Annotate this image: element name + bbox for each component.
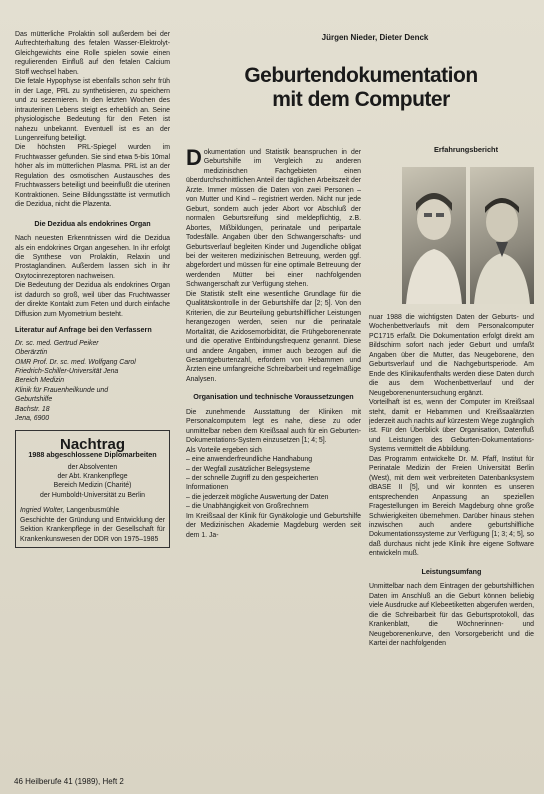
left-column (15, 30, 170, 548)
literature-note: Literatur auf Anfrage bei den Verfassern (15, 325, 152, 335)
thesis-entry (20, 506, 165, 515)
list-item: – die Unabhängigkeit von Großrechnern (186, 503, 309, 511)
paragraph: Die Bedeutung der Dezidua als endokrines Organ ist dadurch so groß, weil über das Fruchtwasser der direkte Kontakt zum Feten und durch einfache Diffusion zum Myometrium besteht. (15, 282, 170, 318)
address-line: Dr. sc. med. Gertrud Peiker (15, 339, 99, 347)
address-line: Jena, 6900 (15, 415, 50, 423)
middle-column (186, 148, 361, 540)
address-line: OMR Prof. Dr. sc. med. Wolfgang Carol (15, 358, 136, 366)
section-heading: Organisation und technische Voraussetzungen (193, 392, 354, 402)
thesis-location: Langenbusmühle (64, 507, 120, 515)
nachtrag-box (15, 430, 170, 549)
address-line: Bereich Medizin (15, 377, 65, 385)
paragraph: Im Kreißsaal der Klinik für Gynäkologie und Geburtshilfe der Medizinischen Akademie Magdeburg werden seit dem 1. Ja- (186, 512, 361, 539)
author-photo-right (470, 167, 534, 304)
nachtrag-line: der Humboldt-Universität zu Berlin (40, 491, 145, 499)
paragraph-text: okumentation und Statistik beanspruchen in der Geburtshilfe im Vergleich zu anderen medizinischen Fachgebieten einen überdurchschnittlichen Anteil der täglichen Arbeitszeit der Ärzte. Immer müssen die Daten von zwei Personen – von Mutter und Kind – registriert werden. Nicht nur jede Geburt, sondern auch jeder Abort vor Abschluß der normalen Geburtsreifung sind meldepflichtig, z.B. Abortes, Mißbildungen, perinatale und peripartale Todesfälle. Angaben über den Schwangerschafts- und Geburtsverlauf begleiten Kinder und Jugendliche obligat bei der weiteren medizinischen Betreuung, werden ggf. abgefordert und müssen für eine optimale Betreuung der werdenden Mütter bei einer nachfolgenden Schwangerschaft zur Verfügung stehen. (186, 149, 361, 289)
paragraph: Als Vorteile ergeben sich (186, 446, 262, 454)
address-line: Oberärztin (15, 349, 48, 357)
paragraph: Vorteilhaft ist es, wenn der Computer im Kreißsaal steht, damit er Hebammen und Kreißsaalärzten jederzeit auch nachts auf kürzestem Wege zugänglich ist. Für den Überblick über Organisation, Datenfluß und Leistungen des Geburten-Dokumentations-Systems vermittelt die Abbildung. (369, 399, 534, 454)
list-item: – eine anwenderfreundliche Handhabung (186, 456, 313, 464)
right-column (369, 313, 534, 648)
nachtrag-subheading: 1988 abgeschlossene Diplomarbeiten (28, 450, 157, 460)
title-line: Geburtendokumentation (244, 64, 478, 87)
thesis-author: Ingried Wolter, (20, 507, 65, 515)
paragraph: Nach neuesten Erkenntnissen wird die Dezidua als ein endokrines Organ angesehen. In ihr erfolgt die Synthese von Prolaktin, Relaxin und Prostaglandinen. Außerdem lassen sich in ihr Oxytocinrezeptoren nachweisen. (15, 235, 170, 280)
nachtrag-line: Bereich Medizin (Charité) (53, 482, 132, 490)
paragraph: nuar 1988 die wichtigsten Daten der Geburts- und Wochenbettverlaufs mit dem Personalcomputer PC1715 erfaßt. Die Dokumentation erfolgt direkt am Bildschirm sofort nach jeder Geburt und umfaßt Angaben über die Mutter, das Neugeborene, den Geburtsverlauf und die Nachgeburtsperiode. Am Ende des Klinikaufenthalts werden diese Daten durch die aus dem Wochenbettverlauf und der Neugeborenenuntersuchung ergänzt. (369, 314, 534, 397)
author-photo-left (402, 167, 466, 304)
list-item: – der Wegfall zusätzlicher Belegsysteme (186, 465, 310, 473)
address-line: Friedrich-Schiller-Universität Jena (15, 367, 119, 375)
nachtrag-line: der Absolventen (67, 463, 118, 471)
paragraph: Die Statistik stellt eine wesentliche Grundlage für die Qualitätskontrolle in der Geburtshilfe dar [2; 5]. Von den Kriterien, die zur Beurteilung geburtshilflicher Leistungen herangezogen werden, seien nur die perinatale Mortalität, die Azidosemorbidität, die Frühgeborenenrate und die operative Entbindungsfrequenz genannt. Diese und andere Angaben, immer auch bezogen auf die Gesamtgeburtenzahl, erfordern von Hebammen und Ärzten eine umfangreiche Schreibarbeit und regelmäßige Analysen. (186, 290, 361, 383)
paragraph (186, 148, 361, 290)
paragraph: Das mütterliche Prolaktin soll außerdem bei der Aufrechterhaltung des fetalen Wasser-Elektrolyt-Gleichgewichts eine Rolle spielen sowie einen regulierenden Einfluß auf den fetalen Calcium Stoff wechsel haben. (15, 31, 170, 76)
paragraph: Die fetale Hypophyse ist ebenfalls schon sehr früh in der Lage, PRL zu synthetisieren, zu speichern und zu sezernieren. In den letzten Wochen des intrauterinen Lebens steigt es erheblich an. Seine physiologische Bedeutung für den Feten ist nahezu unbekannt. Eventuell ist es an der Lungenreifung beteiligt. (15, 78, 170, 142)
article-authors: Jürgen Nieder, Dieter Denck (321, 33, 429, 42)
author-address (15, 339, 170, 424)
section-heading: Leistungsumfang (421, 566, 482, 576)
address-line: Bachstr. 18 (15, 405, 50, 413)
section-heading: Die Dezidua als endokrines Organ (34, 218, 151, 228)
page-footer: 46 Heilberufe 41 (1989), Heft 2 (14, 777, 124, 786)
title-line: mit dem Computer (272, 88, 450, 111)
list-item: – die jederzeit mögliche Auswertung der Daten (186, 493, 329, 501)
drop-cap: D (186, 148, 202, 170)
nachtrag-heading: Nachtrag (59, 435, 126, 453)
nachtrag-line: der Abt. Krankenpflege (57, 473, 128, 481)
paragraph: Die höchsten PRL-Spiegel wurden im Fruchtwasser gefunden. Sie sind etwa 5-bis 10mal höher als im mütterlichen Plasma. PRL ist an der Regulation des osmotischen Austausches des Fruchtwassers beteiligt und beeinflußt die uterinen Kontraktionen. Seine Bildungsstätte ist vermutlich die Dezidua, nicht die Plazenta. (15, 144, 170, 209)
list-item: – der schnelle Zugriff zu den gespeicherten Informationen (186, 474, 319, 492)
address-line: Klinik für Frauenheilkunde und (15, 386, 109, 394)
address-line: Geburtshilfe (15, 396, 53, 404)
paragraph: Unmittelbar nach dem Eintragen der geburtshilflichen Daten im Anschluß an die Geburt können beliebig viele Ausdrucke auf Klebeetiketten abgerufen werden, die die Schreibarbeit für das Geburtsprotokoll, das Krankenblatt, die Wöchnerinnen- und Neugeborenenkurve, den Vorsorgebericht und die Kartei der nachfolgenden (369, 583, 534, 647)
paragraph: Das Programm entwickelte Dr. M. Pfaff, Institut für Perinatale Medizin der Freien Universität Berlin (West), mit dem weit verbreiteten Datenbanksystem dBASE II [5], und wir konnten es unseren entsprechenden Anpassung an speziellen Fragestellungen im Bereich Magdeburg ohne große Schwierigkeiten übernehmen. Darüber hinaus stehen inzwischen auch andere geburtshilfliche Dokumentationssysteme zur Verfügung [1; 3; 4; 5], so daß durchaus nicht jede Klinik ihre eigene Software entwickeln muß. (369, 455, 534, 558)
thesis-title: Geschichte der Gründung und Entwicklung der Sektion Krankenpflege in der Gesellschaft für Krankenkunswesen der DDR von 1975–1985 (20, 516, 165, 543)
article-title (186, 64, 536, 112)
author-photos (402, 167, 534, 304)
paragraph: Die zunehmende Ausstattung der Kliniken mit Personalcomputern legt es nahe, diese zu oder unmittelbar neben dem Kreißsaal auch für ein Geburten-Dokumentations-System einzusetzen [1; 4; 5]. (186, 408, 361, 445)
article-subtitle: Erfahrungsbericht (433, 145, 499, 154)
